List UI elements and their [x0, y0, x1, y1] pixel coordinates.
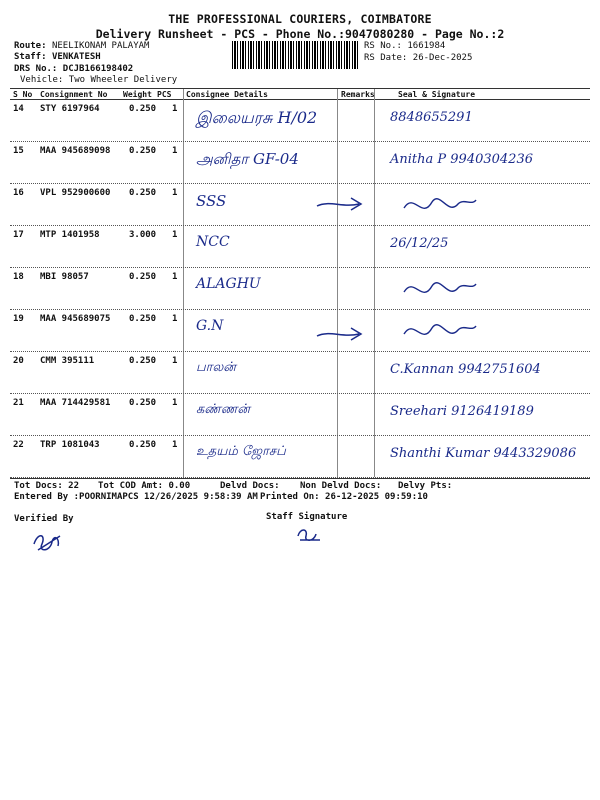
- col-seal: Seal & Signature: [398, 90, 476, 99]
- row-pcs: 1: [172, 314, 178, 324]
- col-pcs: PCS: [157, 90, 172, 99]
- vehicle-line: [20, 75, 177, 85]
- row-seal-handwriting: Sreehari 9126419189: [390, 404, 534, 419]
- entered-by: Entered By :POORNIMAPCS 12/26/2025 9:58:39 AM: [14, 492, 258, 502]
- row-pcs: 1: [172, 104, 178, 114]
- row-sno: 19: [13, 314, 24, 324]
- row-weight: 0.250: [129, 188, 157, 198]
- drs-value: DCJB166198402: [62, 64, 134, 74]
- row-weight: 0.250: [129, 104, 157, 114]
- col-sno: S No: [13, 90, 33, 99]
- delvd-docs: Delvd Docs:: [220, 481, 280, 491]
- row-consignee-handwriting: ALAGHU: [196, 276, 261, 292]
- row-divider: [10, 267, 590, 268]
- row-consignee-handwriting: NCC: [196, 234, 230, 250]
- row-consignee-handwriting: SSS: [196, 192, 227, 210]
- route-label: Route:: [14, 41, 47, 51]
- row-divider: [10, 141, 590, 142]
- row-weight: 0.250: [129, 146, 157, 156]
- row-consignee-handwriting: இலையரசு H/02: [196, 108, 318, 127]
- row-pcs: 1: [172, 356, 178, 366]
- vehicle-label: Vehicle:: [20, 75, 64, 85]
- col-consignment: Consignment No: [40, 90, 108, 99]
- row-weight: 0.250: [129, 314, 157, 324]
- row-sno: 20: [13, 356, 24, 366]
- row-sno: 22: [13, 440, 24, 450]
- non-delvd-docs: Non Delvd Docs:: [300, 481, 382, 491]
- consignee-col-divider: [183, 89, 184, 477]
- row-seal-handwriting: 26/12/25: [390, 236, 449, 251]
- row-pcs: 1: [172, 440, 178, 450]
- row-weight: 0.250: [129, 356, 157, 366]
- tot-cod-amt: Tot COD Amt: 0.00: [98, 481, 191, 491]
- staff-signature: [294, 524, 324, 548]
- row-consignee-handwriting: கண்ணன்: [196, 402, 251, 417]
- row-consignment: TRP 1081043: [40, 440, 100, 450]
- row-sno: 14: [13, 104, 24, 114]
- row-weight: 0.250: [129, 272, 157, 282]
- row-divider: [10, 225, 590, 226]
- vehicle-value: Two Wheeler Delivery: [68, 75, 178, 85]
- rs-date-line: [364, 53, 472, 63]
- row-weight: 3.000: [129, 230, 157, 240]
- tot-docs: Tot Docs: 22: [14, 481, 80, 491]
- row-consignment: STY 6197964: [40, 104, 100, 114]
- row-consignee-handwriting: உதயம் ஜோசப்: [196, 444, 286, 459]
- row-pcs: 1: [172, 398, 178, 408]
- rs-no-line: [364, 41, 445, 51]
- row-pcs: 1: [172, 272, 178, 282]
- row-pcs: 1: [172, 230, 178, 240]
- row-divider: [10, 183, 590, 184]
- row-consignment: MAA 945689075: [40, 314, 111, 324]
- staff-line: [14, 52, 101, 62]
- verifier-signature: [30, 530, 64, 558]
- row-arrow: [315, 324, 365, 348]
- rs-date-label: RS Date:: [364, 53, 408, 63]
- runsheet-subtitle: Delivery Runsheet - PCS - Phone No.:9047080280 - Page No.:2: [95, 27, 505, 41]
- row-seal-handwriting: 8848655291: [390, 110, 473, 125]
- row-sno: 21: [13, 398, 24, 408]
- row-signature-scribble: [400, 190, 480, 224]
- row-consignment: VPL 952900600: [40, 188, 111, 198]
- drs-label: DRS No.:: [14, 64, 58, 74]
- row-pcs: 1: [172, 188, 178, 198]
- row-seal-handwriting: Anitha P 9940304236: [390, 152, 533, 167]
- row-weight: 0.250: [129, 440, 157, 450]
- printed-on: Printed On: 26-12-2025 09:59:10: [260, 492, 428, 502]
- rs-date-value: 26-Dec-2025: [412, 53, 473, 63]
- col-remarks: Remarks: [341, 90, 375, 99]
- row-seal-handwriting: C.Kannan 9942751604: [390, 362, 541, 377]
- rs-no-value: 1661984: [407, 41, 446, 51]
- rs-no-label: RS No.:: [364, 41, 402, 51]
- drs-line: [14, 64, 133, 74]
- staff-signature-label: Staff Signature: [266, 512, 348, 522]
- col-weight: Weight: [123, 90, 152, 99]
- row-divider: [10, 393, 590, 394]
- row-signature-scribble: [400, 316, 480, 350]
- staff-value: VENKATESH: [51, 52, 101, 62]
- row-consignment: MTP 1401958: [40, 230, 100, 240]
- table-header-rule: [10, 99, 590, 100]
- verified-by-label: Verified By: [14, 514, 74, 524]
- delvy-pts: Delvy Pts:: [398, 481, 453, 491]
- row-consignee-handwriting: G.N: [196, 318, 224, 334]
- row-pcs: 1: [172, 146, 178, 156]
- row-divider: [10, 351, 590, 352]
- row-consignment: MAA 714429581: [40, 398, 111, 408]
- row-consignee-handwriting: பாலன்: [196, 360, 236, 375]
- row-divider: [10, 309, 590, 310]
- row-weight: 0.250: [129, 398, 157, 408]
- row-consignment: MBI 98057: [40, 272, 89, 282]
- row-arrow: [315, 194, 365, 218]
- row-sno: 15: [13, 146, 24, 156]
- route-line: [14, 41, 149, 51]
- row-consignee-handwriting: அனிதா GF-04: [196, 150, 299, 168]
- seal-col-divider: [374, 89, 375, 477]
- col-consignee: Consignee Details: [186, 90, 268, 99]
- row-sno: 16: [13, 188, 24, 198]
- table-top-rule: [10, 88, 590, 89]
- row-sno: 18: [13, 272, 24, 282]
- row-signature-scribble: [400, 274, 480, 308]
- route-value: NEELIKONAM PALAYAM: [51, 41, 150, 51]
- row-consignment: MAA 945689098: [40, 146, 111, 156]
- row-sno: 17: [13, 230, 24, 240]
- remarks-col-divider: [337, 89, 338, 477]
- row-consignment: CMM 395111: [40, 356, 95, 366]
- row-divider: [10, 435, 590, 436]
- company-title: THE PROFESSIONAL COURIERS, COIMBATORE: [168, 12, 432, 26]
- barcode: [232, 41, 360, 69]
- staff-label: Staff:: [14, 52, 47, 62]
- table-bottom-rule: [10, 478, 590, 479]
- row-seal-handwriting: Shanthi Kumar 9443329086: [390, 446, 577, 461]
